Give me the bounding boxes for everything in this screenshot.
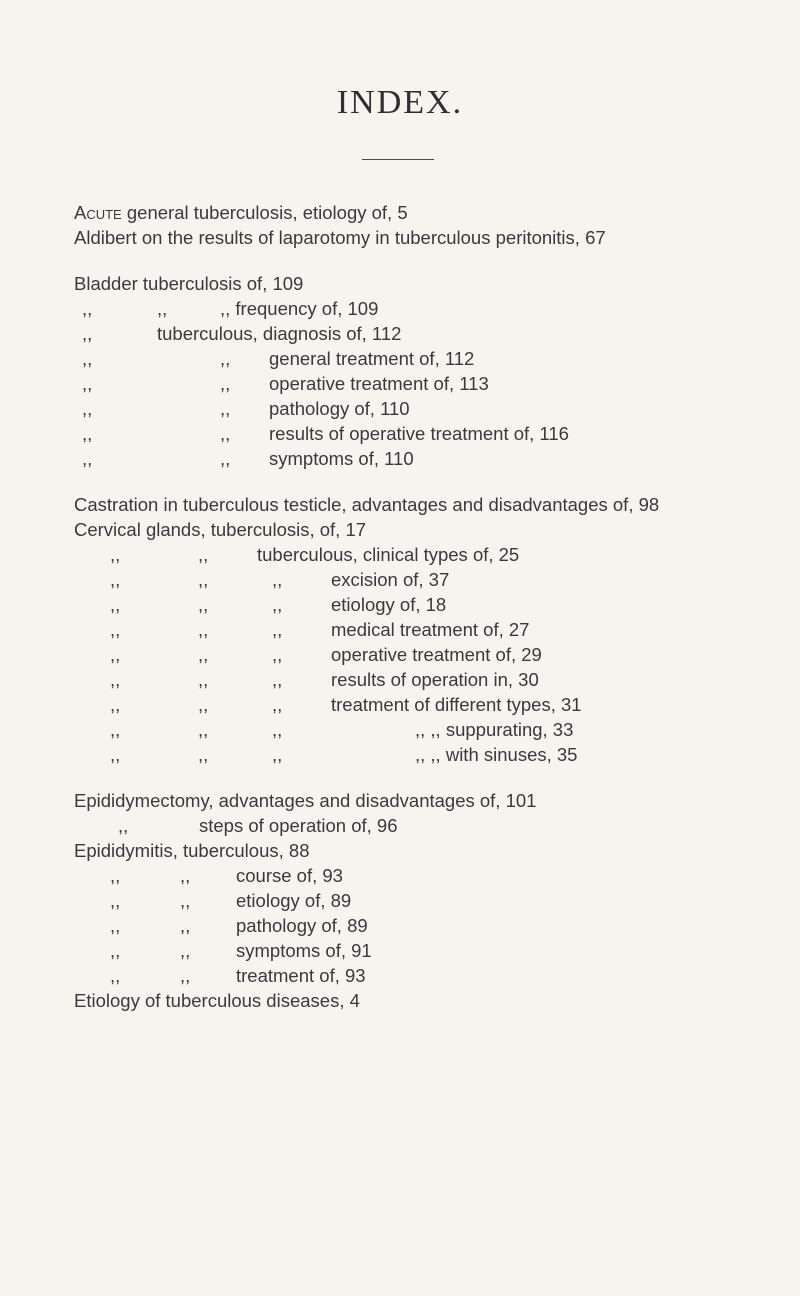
index-subentry: results of operation in, 30 [331, 669, 539, 690]
ditto-mark: ,, [272, 569, 283, 590]
index-subentry: etiology of, 89 [236, 890, 352, 911]
index-subentry: excision of, 37 [331, 569, 450, 590]
ditto-mark: ,, [118, 815, 129, 836]
ditto-mark: ,, [110, 569, 121, 590]
ditto-mark: ,, [198, 544, 209, 565]
ditto-mark: ,, [198, 644, 209, 665]
ditto-mark: ,, [198, 694, 209, 715]
ditto-mark: ,, [198, 719, 209, 740]
index-subentry: tuberculous, diagnosis of, 112 [157, 323, 402, 344]
ditto-mark: ,, [198, 669, 209, 690]
index-subentry: ,, ,, suppurating, 33 [415, 719, 574, 740]
ditto-mark: ,, [220, 373, 231, 394]
ditto-mark: ,, [110, 940, 121, 961]
index-subentry: medical treatment of, 27 [331, 619, 530, 640]
ditto-mark: ,, [110, 890, 121, 911]
index-subentry: ,, frequency of, 109 [220, 298, 379, 319]
ditto-mark: ,, [180, 940, 191, 961]
ditto-mark: ,, [110, 865, 121, 886]
index-entry: Aldibert on the results of laparotomy in tuberculous peritonitis, 67 [74, 227, 606, 248]
ditto-mark: ,, [82, 373, 93, 394]
ditto-mark: ,, [180, 915, 191, 936]
index-subentry: etiology of, 18 [331, 594, 447, 615]
entry-text: general tuberculosis, etiology of, 5 [121, 202, 408, 223]
index-subentry: ,, ,, with sinuses, 35 [415, 744, 578, 765]
ditto-mark: ,, [272, 669, 283, 690]
ditto-mark: ,, [82, 423, 93, 444]
ditto-mark: ,, [110, 719, 121, 740]
index-subentry: symptoms of, 91 [236, 940, 372, 961]
ditto-mark: ,, [110, 594, 121, 615]
ditto-mark: ,, [272, 619, 283, 640]
ditto-mark: ,, [272, 594, 283, 615]
ditto-mark: ,, [82, 448, 93, 469]
ditto-mark: ,, [110, 619, 121, 640]
ditto-mark: ,, [220, 398, 231, 419]
index-subentry: pathology of, 110 [269, 398, 410, 419]
index-entry: Cervical glands, tuberculosis, of, 17 [74, 519, 367, 540]
ditto-mark: ,, [110, 644, 121, 665]
index-subentry: treatment of, 93 [236, 965, 366, 986]
ditto-mark: ,, [82, 298, 93, 319]
ditto-mark: ,, [110, 915, 121, 936]
ditto-mark: ,, [82, 348, 93, 369]
index-subentry: operative treatment of, 113 [269, 373, 489, 394]
index-entry: Epididymectomy, advantages and disadvantages of, 101 [74, 790, 537, 811]
index-entry: Epididymitis, tuberculous, 88 [74, 840, 310, 861]
index-subentry: operative treatment of, 29 [331, 644, 542, 665]
ditto-mark: ,, [82, 323, 93, 344]
index-subentry: treatment of different types, 31 [331, 694, 582, 715]
ditto-mark: ,, [180, 965, 191, 986]
ditto-mark: ,, [220, 423, 231, 444]
ditto-mark: ,, [198, 744, 209, 765]
ditto-mark: ,, [198, 619, 209, 640]
index-subentry: general treatment of, 112 [269, 348, 475, 369]
ditto-mark: ,, [110, 694, 121, 715]
ditto-mark: ,, [110, 744, 121, 765]
ditto-mark: ,, [198, 569, 209, 590]
ditto-mark: ,, [220, 448, 231, 469]
ditto-mark: ,, [180, 890, 191, 911]
index-subentry: steps of operation of, 96 [199, 815, 398, 836]
index-entry: Bladder tuberculosis of, 109 [74, 273, 304, 294]
title-divider [362, 159, 434, 160]
ditto-mark: ,, [198, 594, 209, 615]
ditto-mark: ,, [110, 965, 121, 986]
ditto-mark: ,, [110, 544, 121, 565]
ditto-mark: ,, [82, 398, 93, 419]
index-subentry: symptoms of, 110 [269, 448, 414, 469]
page-title: INDEX. [336, 84, 464, 121]
ditto-mark: ,, [272, 644, 283, 665]
ditto-mark: ,, [157, 298, 168, 319]
index-subentry: course of, 93 [236, 865, 343, 886]
ditto-mark: ,, [272, 744, 283, 765]
index-subentry: results of operative treatment of, 116 [269, 423, 569, 444]
index-entry: Etiology of tuberculous diseases, 4 [74, 990, 360, 1011]
index-subentry: tuberculous, clinical types of, 25 [257, 544, 520, 565]
ditto-mark: ,, [180, 865, 191, 886]
ditto-mark: ,, [272, 719, 283, 740]
index-entry: Castration in tuberculous testicle, advantages and disadvantages of, 98 [74, 494, 660, 515]
index-subentry: pathology of, 89 [236, 915, 368, 936]
ditto-mark: ,, [220, 348, 231, 369]
ditto-mark: ,, [110, 669, 121, 690]
ditto-mark: ,, [272, 694, 283, 715]
entry-lead-word: Acute [74, 202, 122, 223]
index-entry [74, 202, 408, 224]
